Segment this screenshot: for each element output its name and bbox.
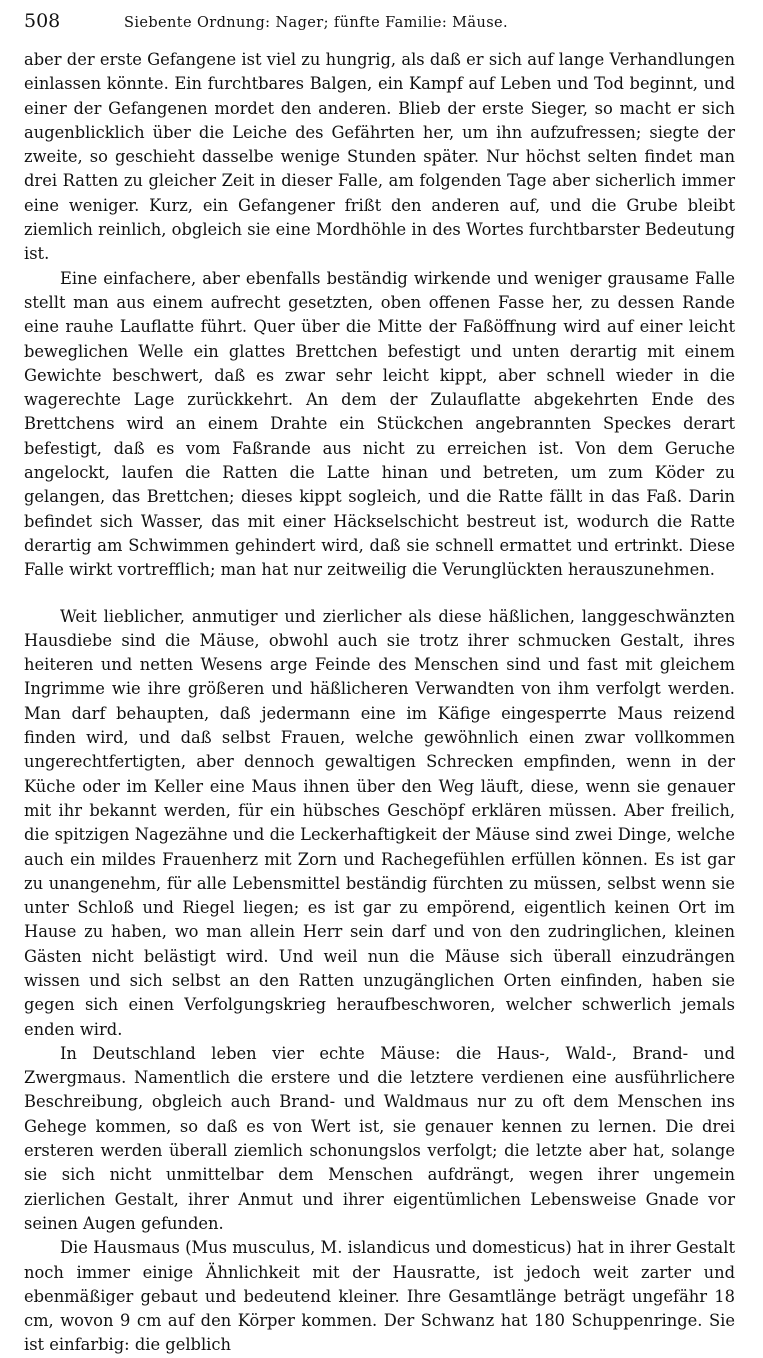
paragraph-mice-intro: Weit lieblicher, anmutiger und zierlicher als diese häßlichen, langgeschwänzten Hausdiebe sind die Mäuse, obwohl auch sie trotz ihrer schmucken Gestalt, ihres heiteren und netten Wesens arge Feinde des Menschen sind und fast mit gleichem Ingrimme wie ihre größeren und häßlicheren Verwandten von ihm verfolgt werden. Man darf behaupten, daß jedermann eine im Käfige eingesperrte Maus reizend finden wird, und daß selbst Frauen, welche gewöhnlich einen zwar vollkommen ungerechtfertigten, aber dennoch gewaltigen Schrecken empfinden, wenn in der Küche oder im Keller eine Maus ihnen über den Weg läuft, diese, wenn sie genauer mit ihr bekannt werden, für ein hübsches Geschöpf erklären müssen. Aber freilich, die spitzigen Nagezähne und die Leckerhaftigkeit der Mäuse sind zwei Dinge, welche auch ein mildes Frauenherz mit Zorn und Rachegefühlen erfüllen können. Es ist gar zu unangenehm, für alle Lebensmittel beständig fürchten zu müssen, selbst wenn sie unter Schloß und Riegel liegen; es ist gar zu empörend, eigentlich keinen Ort im Hause zu haben, wo man allein Herr sein darf und von den zudringlichen, kleinen Gästen nicht belästigt wird. Und weil nun die Mäuse sich überall einzudrängen wissen und sich selbst an den Ratten unzugänglichen Orten einfinden, haben sie gegen sich einen Verfolgungskrieg heraufbeschworen, welcher schwerlich jemals enden wird. (24, 606, 735, 1039)
paragraph-house-mouse: Die Hausmaus (Mus musculus, M. islandicus und domesticus) hat in ihrer Gestalt noch immer einige Ähnlichkeit mit der Hausratte, ist jedoch weit zarter und ebenmäßiger gebaut und bedeutend kleiner. Ihre Gesamtlänge beträgt ungefähr 18 cm, wovon 9 cm auf den Körper kommen. Der Schwanz hat 180 Schuppenringe. Sie ist einfarbig: die gelblich (24, 1238, 735, 1355)
page-number: 508 (24, 10, 61, 32)
page-body (24, 48, 735, 1358)
page-header (24, 10, 735, 44)
paragraph-german-mice: In Deutschland leben vier echte Mäuse: die Haus-, Wald-, Brand- und Zwergmaus. Namentlich die erstere und die letztere verdienen eine ausführlichere Beschreibung, obgleich auch Brand- und Waldmaus nur zu oft dem Menschen ins Gehege kommen, so daß es von Wert ist, sie genauer kennen zu lernen. Die drei ersteren werden überall ziemlich schonungslos verfolgt; die letzte aber hat, solange sie sich nicht unmittelbar dem Menschen aufdrängt, wegen ihrer ungemein zierlichen Gestalt, ihrer Anmut und ihrer eigentümlichen Lebensweise Gnade vor seinen Augen gefunden. (24, 1043, 735, 1233)
section-gap (24, 583, 735, 605)
running-head: Siebente Ordnung: Nager; fünfte Familie: Mäuse. (124, 15, 509, 31)
paragraph-rat-fight: aber der erste Gefangene ist viel zu hungrig, als daß er sich auf lange Verhandlungen einlassen könnte. Ein furchtbares Balgen, ein Kampf auf Leben und Tod beginnt, und einer der Gefangenen mordet den anderen. Blieb der erste Sieger, so macht er sich augenblicklich über die Leiche des Gefährten her, um ihn aufzufressen; siegte der zweite, so geschieht dasselbe wenige Stunden später. Nur höchst selten findet man drei Ratten zu gleicher Zeit in dieser Falle, am folgenden Tage aber sicherlich immer eine weniger. Kurz, ein Gefangener frißt den anderen auf, und die Grube bleibt ziemlich reinlich, obgleich sie eine Mordhöhle in des Wortes furchtbarster Bedeutung ist. (24, 50, 735, 264)
paragraph-barrel-trap: Eine einfachere, aber ebenfalls beständig wirkende und weniger grausame Falle stellt man aus einem aufrecht gesetzten, oben offenen Fasse her, zu dessen Rande eine rauhe Lauflatte führt. Quer über die Mitte der Faßöffnung wird auf einer leicht beweglichen Welle ein glattes Brettchen befestigt und unten derartig mit einem Gewichte beschwert, daß es zwar sehr leicht kippt, aber schnell wieder in die wagerechte Lage zurückkehrt. An dem der Zulauflatte abgekehrten Ende des Brettchens wird an einem Drahte ein Stückchen angebrannten Speckes derart befestigt, daß es vom Faßrande aus nicht zu erreichen ist. Von dem Geruche angelockt, laufen die Ratten die Latte hinan und betreten, um zum Köder zu gelangen, das Brettchen; dieses kippt sogleich, und die Ratte fällt in das Faß. Darin befindet sich Wasser, das mit einer Häckselschicht bestreut ist, wodurch die Ratte derartig am Schwimmen gehindert wird, daß sie schnell ermattet und ertrinkt. Diese Falle wirkt vortrefflich; man hat nur zeitweilig die Verunglückten herauszunehmen. (24, 268, 735, 580)
